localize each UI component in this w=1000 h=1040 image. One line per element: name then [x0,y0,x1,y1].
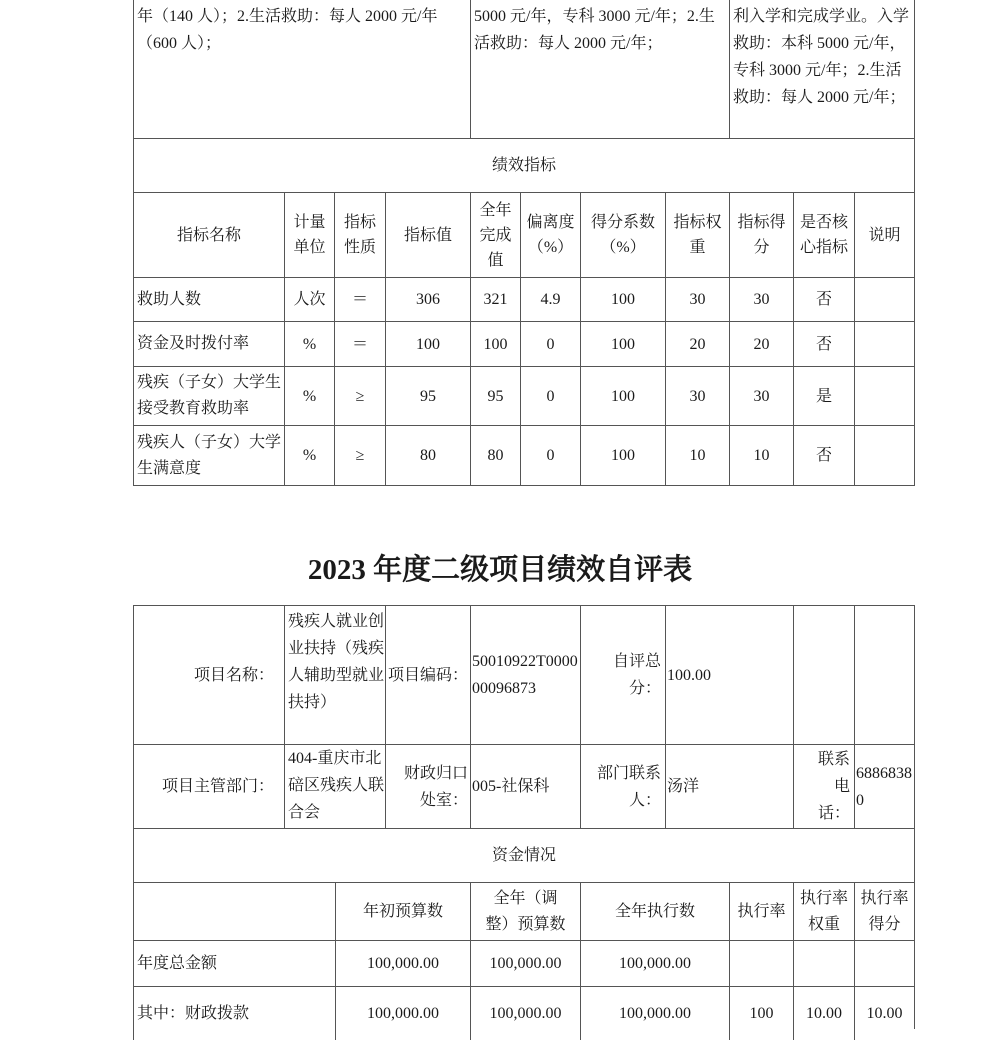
empty-cell [854,605,914,744]
table-cell: 100 [470,321,520,366]
table-cell: 100 [580,366,665,425]
table-cell: 是 [793,366,854,425]
funds-column-header: 执行率权重 [793,882,854,940]
empty-cell [793,605,854,744]
table-cell: 否 [793,277,854,321]
column-header: 是否核心指标 [793,192,854,277]
contact-person-value: 汤洋 [665,744,793,828]
table-cell: 0 [520,321,580,366]
table-cell: % [284,425,334,485]
funds-cell: 100,000.00 [470,986,580,1040]
funds-column-header: 全年（调整）预算数 [470,882,580,940]
table-cell: 100 [580,321,665,366]
table-cell: 100 [385,321,470,366]
column-header: 指标得分 [729,192,793,277]
project-name-label: 项目名称： [133,605,284,744]
department-value: 404-重庆市北碚区残疾人联合会 [284,744,385,828]
indicator-name-cell: 资金及时拨付率 [133,321,284,366]
funds-cell [854,940,914,986]
table-cell [854,321,914,366]
phone-label: 联系电话： [793,744,854,828]
funds-cell: 100 [729,986,793,1040]
funds-cell: 10.00 [854,986,914,1040]
funds-cell [793,940,854,986]
table-cell: 80 [470,425,520,485]
table-cell: 30 [729,277,793,321]
funds-column-header: 执行率 [729,882,793,940]
table-cell: % [284,321,334,366]
table-cell: 30 [665,366,729,425]
funds-cell [729,940,793,986]
column-header: 指标值 [385,192,470,277]
table-cell: 30 [665,277,729,321]
table-cell: 否 [793,425,854,485]
section-title-performance: 绩效指标 [133,138,914,192]
column-header: 说明 [854,192,914,277]
table-cell: 321 [470,277,520,321]
funds-cell: 100,000.00 [580,986,729,1040]
table-cell: 100 [580,425,665,485]
column-header: 得分系数（%） [580,192,665,277]
table-cell: 10 [665,425,729,485]
funds-column-header: 执行率得分 [854,882,914,940]
project-name-value: 残疾人就业创业扶持（残疾人辅助型就业扶持） [284,605,385,744]
table-cell: 20 [729,321,793,366]
department-label: 项目主管部门： [133,744,284,828]
column-header: 偏离度（%） [520,192,580,277]
table-cell: ＝ [334,321,385,366]
table-cell: % [284,366,334,425]
table-cell [854,277,914,321]
table-cell: 4.9 [520,277,580,321]
table-cell: 0 [520,425,580,485]
funds-cell: 100,000.00 [580,940,729,986]
funds-column-header [133,882,335,940]
column-header: 全年完成值 [470,192,520,277]
contact-person-label: 部门联系人： [580,744,665,828]
finance-office-label: 财政归口处室： [385,744,470,828]
funds-row-label: 其中：财政拨款 [133,986,335,1040]
project-code-label: 项目编码： [385,605,470,744]
funds-cell: 100,000.00 [335,986,470,1040]
indicator-name-cell: 救助人数 [133,277,284,321]
table-cell: 95 [385,366,470,425]
funds-cell: 100,000.00 [470,940,580,986]
page-title: 2023 年度二级项目绩效自评表 [307,554,693,586]
table-cell: 95 [470,366,520,425]
column-header: 计量单位 [284,192,334,277]
indicator-name-cell: 残疾（子女）大学生接受教育救助率 [133,366,284,425]
funds-row-label: 年度总金额 [133,940,335,986]
funds-cell: 10.00 [793,986,854,1040]
table-right-border [914,0,915,486]
table-cell: ≥ [334,425,385,485]
table-cell: 306 [385,277,470,321]
table-right-border [914,605,915,1029]
funds-cell: 100,000.00 [335,940,470,986]
continuation-cell-2: 5000 元/年，专科 3000 元/年；2.生活救助：每人 2000 元/年； [470,0,729,138]
funds-column-header: 全年执行数 [580,882,729,940]
table-cell: 0 [520,366,580,425]
column-header: 指标名称 [133,192,284,277]
self-score-label: 自评总分： [580,605,665,744]
table-bottom-border [133,485,915,486]
table-cell: 人次 [284,277,334,321]
table-cell: 10 [729,425,793,485]
column-header: 指标权重 [665,192,729,277]
project-code-value: 50010922T000000096873 [470,605,580,744]
table-cell: 否 [793,321,854,366]
column-header: 指标性质 [334,192,385,277]
continuation-cell-3: 利入学和完成学业。入学救助：本科 5000 元/年，专科 3000 元/年；2.生活救助：每人 2000 元/年； [729,0,914,138]
table-cell [854,366,914,425]
table-cell [854,425,914,485]
funds-column-header: 年初预算数 [335,882,470,940]
indicator-name-cell: 残疾人（子女）大学生满意度 [133,425,284,485]
finance-office-value: 005-社保科 [470,744,580,828]
phone-value: 68868380 [854,744,914,828]
self-score-value: 100.00 [665,605,793,744]
table-cell: 30 [729,366,793,425]
table-cell: ＝ [334,277,385,321]
continuation-cell-1: 年（140 人）；2.生活救助：每人 2000 元/年（600 人）； [133,0,470,138]
section-title-funds: 资金情况 [133,828,914,882]
table-cell: ≥ [334,366,385,425]
table-cell: 100 [580,277,665,321]
table-cell: 80 [385,425,470,485]
table-cell: 20 [665,321,729,366]
